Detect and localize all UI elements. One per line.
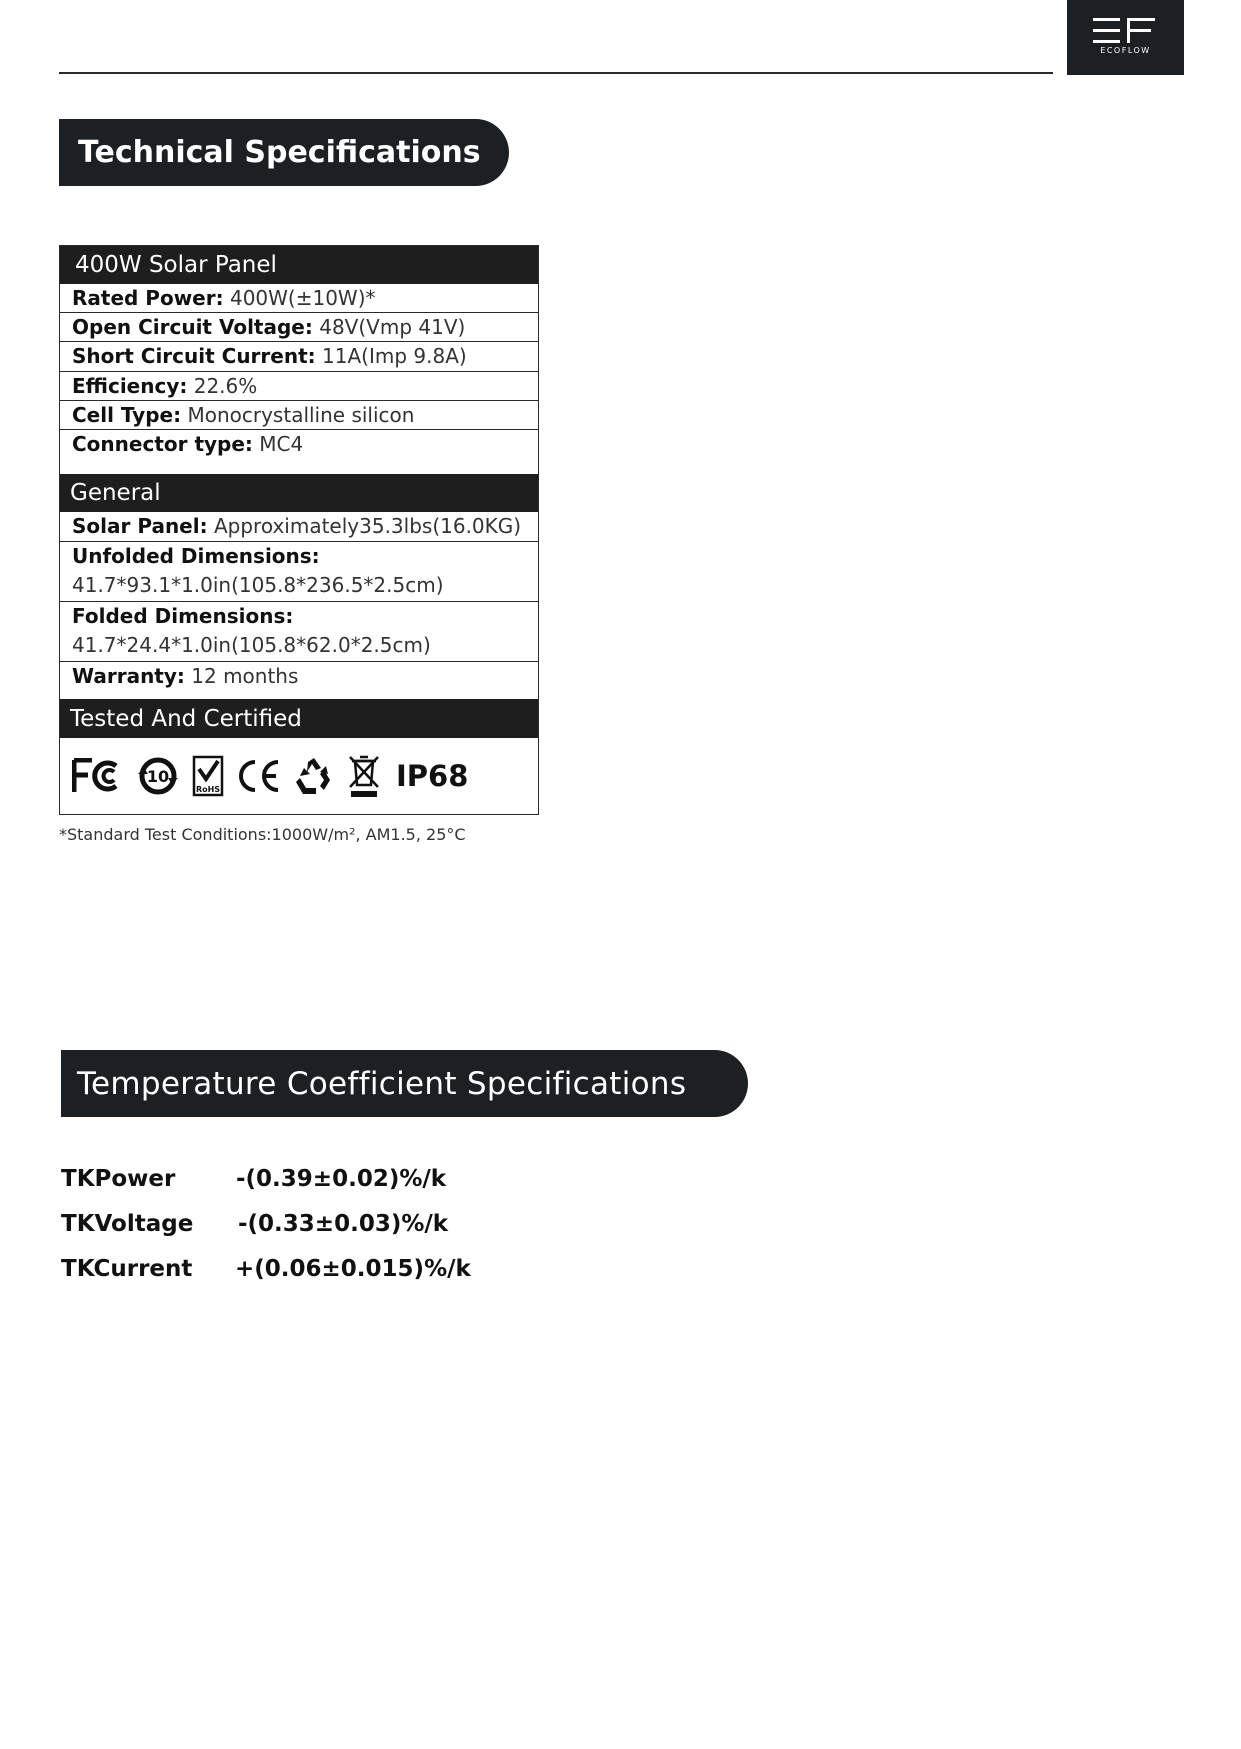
weee-bin-icon [346, 753, 382, 799]
spec-value: 12 months [191, 664, 299, 688]
ce-icon [236, 758, 282, 794]
spec-row-solar-panel-weight [60, 512, 538, 542]
tk-row-voltage [61, 1205, 661, 1250]
spec-row-open-circuit-voltage [60, 313, 538, 342]
rohs-icon [192, 755, 224, 797]
spec-label: Short Circuit Current: [72, 344, 316, 368]
spec-value: 22.6% [193, 374, 258, 398]
spec-value: 41.7*24.4*1.0in(105.8*62.0*2.5cm) [72, 633, 431, 657]
spec-row-folded-dimensions [60, 602, 538, 662]
ef-logo-icon [1093, 18, 1155, 44]
tk-label: TKPower [61, 1166, 176, 1192]
spec-row-rated-power [60, 284, 538, 313]
tk-value: -(0.33±0.03)%/k [238, 1211, 449, 1237]
recycle-icon [294, 756, 334, 796]
eco-10-icon [136, 756, 180, 796]
tk-row-current [61, 1250, 661, 1295]
spec-row-unfolded-dimensions [60, 542, 538, 602]
tk-value: -(0.39±0.02)%/k [236, 1166, 447, 1192]
tk-label: TKCurrent [61, 1256, 193, 1282]
spec-row-warranty [60, 662, 538, 699]
general-heading: General [60, 474, 538, 512]
spec-label: Unfolded Dimensions: [72, 544, 320, 568]
footnote: *Standard Test Conditions:1000W/m², AM1.5, 25°C [59, 825, 466, 844]
tk-row-power [61, 1160, 661, 1205]
spec-row-short-circuit-current [60, 342, 538, 372]
spec-value: 48V(Vmp 41V) [319, 315, 466, 339]
spec-row-connector-type [60, 430, 538, 459]
fcc-icon [72, 758, 124, 794]
temperature-coefficient-title: Temperature Coefficient Specifications [61, 1050, 748, 1117]
spec-value: MC4 [259, 432, 304, 456]
spec-value: Approximately35.3lbs(16.0KG) [213, 514, 522, 538]
header-rule [59, 72, 1053, 74]
spec-row-efficiency [60, 372, 538, 401]
spec-value: 400W(±10W)* [229, 286, 376, 310]
spec-label: Efficiency: [72, 374, 188, 398]
tk-label: TKVoltage [61, 1211, 194, 1237]
panel-heading: 400W Solar Panel [60, 246, 538, 284]
spec-table [59, 245, 539, 815]
spec-row-cell-type [60, 401, 538, 430]
spec-label: Folded Dimensions: [72, 604, 294, 628]
spec-label: Warranty: [72, 664, 185, 688]
spec-label: Connector type: [72, 432, 253, 456]
rohs-label: RoHS [195, 784, 221, 794]
brand-name: ECOFLOW [1100, 46, 1151, 55]
brand-logo [1067, 0, 1184, 75]
spec-label: Solar Panel: [72, 514, 208, 538]
spec-value: 11A(Imp 9.8A) [322, 344, 467, 368]
temperature-coefficient-list [61, 1160, 661, 1295]
spec-value: 41.7*93.1*1.0in(105.8*236.5*2.5cm) [72, 573, 444, 597]
certification-icons [60, 738, 538, 813]
certified-heading: Tested And Certified [60, 699, 538, 738]
tk-value: +(0.06±0.015)%/k [235, 1256, 471, 1282]
ip68-rating: IP68 [396, 758, 469, 793]
eco-10-number: 10 [146, 766, 170, 786]
spec-value: Monocrystalline silicon [187, 403, 415, 427]
technical-specifications-title: Technical Specifications [59, 119, 509, 186]
spec-label: Rated Power: [72, 286, 224, 310]
spec-label: Open Circuit Voltage: [72, 315, 313, 339]
spec-label: Cell Type: [72, 403, 182, 427]
